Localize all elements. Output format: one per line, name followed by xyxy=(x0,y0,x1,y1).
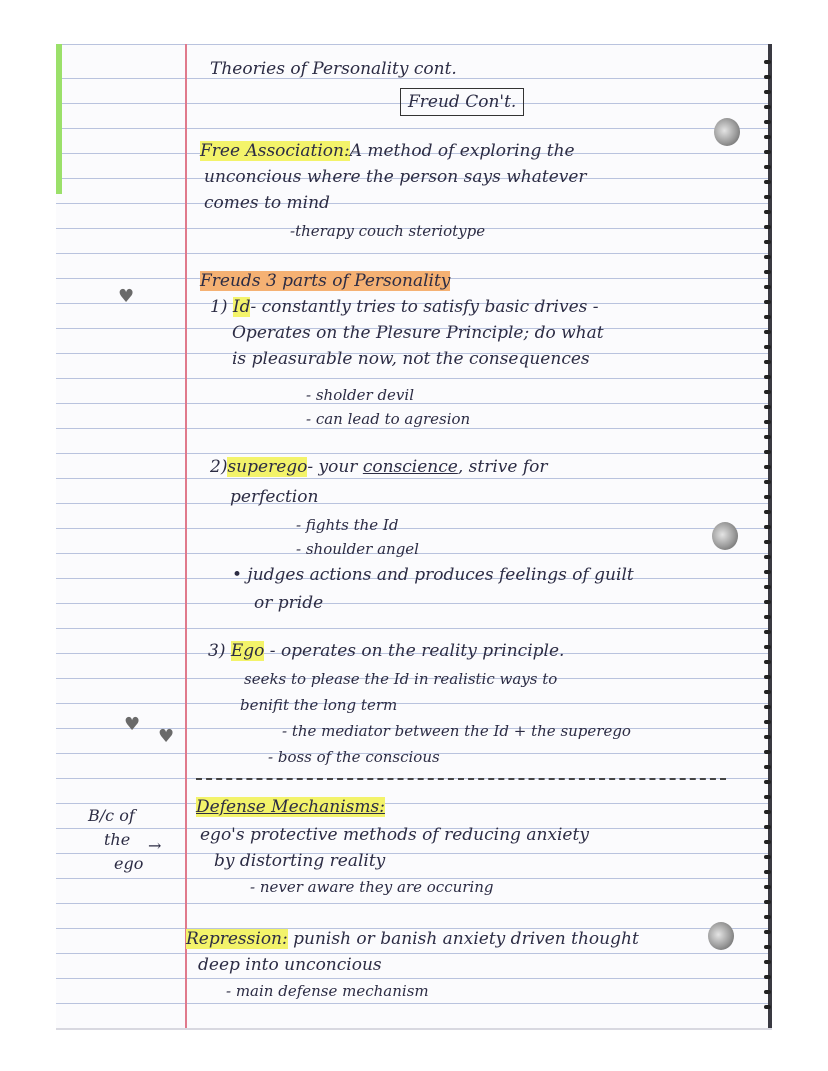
margin-note-line-2: the xyxy=(104,830,131,849)
spiral-coil xyxy=(764,990,771,994)
spiral-coil xyxy=(764,90,771,94)
spiral-coil xyxy=(764,525,771,529)
repression-line-1 xyxy=(186,928,639,950)
superego-term: superego xyxy=(227,457,308,477)
spiral-coil xyxy=(764,360,771,364)
repression-sub: - main defense mechanism xyxy=(226,982,429,1000)
parts-heading-text: Freuds 3 parts of Personality xyxy=(200,271,451,291)
spiral-coil xyxy=(764,540,771,544)
punch-hole-middle xyxy=(712,522,738,550)
spiral-coil xyxy=(764,105,771,109)
superego-line-2: perfection xyxy=(230,487,319,507)
spiral-coil xyxy=(764,900,771,904)
page-title: Theories of Personality cont. xyxy=(210,59,457,79)
spiral-coil xyxy=(764,690,771,694)
free-association-line-2: unconcious where the person says whatever xyxy=(204,167,587,187)
heart-icon: ♥ xyxy=(118,286,135,307)
spiral-coil xyxy=(764,975,771,979)
spiral-coil xyxy=(764,555,771,559)
punch-hole-bottom xyxy=(708,922,734,950)
spiral-coil xyxy=(764,720,771,724)
heart-icon: ♥ xyxy=(124,714,141,735)
spiral-coil xyxy=(764,405,771,409)
superego-def-c: , strive for xyxy=(457,457,548,477)
spiral-coil xyxy=(764,645,771,649)
defense-heading-text: Defense Mechanisms: xyxy=(196,797,385,817)
spiral-coil xyxy=(764,705,771,709)
superego-bullet-1: • judges actions and produces feelings of guilt xyxy=(232,565,634,585)
superego-sub-1: - fights the Id xyxy=(296,516,399,534)
id-definition-1: - constantly tries to satisfy basic drives - xyxy=(250,297,599,317)
margin-line xyxy=(185,44,187,1028)
spiral-coil xyxy=(764,150,771,154)
spiral-coil xyxy=(764,795,771,799)
id-term: Id xyxy=(232,297,251,317)
spiral-coil xyxy=(764,495,771,499)
spiral-coil xyxy=(764,825,771,829)
spiral-coil xyxy=(764,855,771,859)
spiral-coil xyxy=(764,615,771,619)
spiral-coil xyxy=(764,870,771,874)
spiral-coil xyxy=(764,270,771,274)
spiral-coil xyxy=(764,375,771,379)
spiral-coil xyxy=(764,945,771,949)
spiral-coil xyxy=(764,450,771,454)
id-line-1 xyxy=(210,296,599,318)
page-tab-marker xyxy=(56,44,62,194)
spiral-coil xyxy=(764,165,771,169)
spiral-coil xyxy=(764,915,771,919)
spiral-coil xyxy=(764,750,771,754)
parts-heading xyxy=(200,270,450,292)
ego-definition-1: - operates on the reality principle. xyxy=(269,641,565,661)
spiral-coil xyxy=(764,660,771,664)
spiral-coil xyxy=(764,75,771,79)
spiral-coil xyxy=(764,135,771,139)
repression-line-2: deep into unconcious xyxy=(198,955,382,975)
ego-term: Ego xyxy=(230,641,265,661)
spiral-coil xyxy=(764,345,771,349)
spiral-coil xyxy=(764,330,771,334)
superego-number: 2) xyxy=(210,457,228,477)
defense-sub: - never aware they are occuring xyxy=(250,878,494,896)
free-association-term: Free Association: xyxy=(200,141,350,161)
free-association-line-1 xyxy=(200,140,575,162)
spiral-coil xyxy=(764,120,771,124)
spiral-coil xyxy=(764,675,771,679)
id-line-3: is pleasurable now, not the consequences xyxy=(232,349,590,369)
spiral-coil xyxy=(764,60,771,64)
spiral-coil xyxy=(764,255,771,259)
spiral-coil xyxy=(764,570,771,574)
spiral-coil xyxy=(764,420,771,424)
spiral-coil xyxy=(764,285,771,289)
ego-line-2: seeks to please the Id in realistic ways to xyxy=(244,670,558,688)
spiral-coil xyxy=(764,765,771,769)
spiral-coil xyxy=(764,390,771,394)
ego-line-1 xyxy=(208,640,564,662)
defense-heading xyxy=(196,796,385,818)
spiral-coil xyxy=(764,840,771,844)
free-association-line-3: comes to mind xyxy=(204,193,330,213)
spiral-coil xyxy=(764,480,771,484)
spiral-coil xyxy=(764,960,771,964)
id-number: 1) xyxy=(210,297,228,317)
spiral-coil xyxy=(764,225,771,229)
spiral-coil xyxy=(764,810,771,814)
spiral-coil xyxy=(764,600,771,604)
spiral-coil xyxy=(764,300,771,304)
boxed-heading: Freud Con't. xyxy=(400,88,524,116)
spiral-coil xyxy=(764,630,771,634)
id-line-2: Operates on the Plesure Principle; do what xyxy=(232,323,604,343)
id-sub-2: - can lead to agresion xyxy=(306,410,471,428)
spiral-coil xyxy=(764,315,771,319)
superego-conscience: conscience xyxy=(362,457,458,477)
superego-bullet-2: or pride xyxy=(254,593,324,613)
heart-icon: ♥ xyxy=(158,726,175,747)
defense-line-2: by distorting reality xyxy=(214,851,386,871)
spiral-coil xyxy=(764,465,771,469)
ego-line-3: benifit the long term xyxy=(240,696,398,714)
spiral-coil xyxy=(764,585,771,589)
spiral-coil xyxy=(764,735,771,739)
spiral-coil xyxy=(764,240,771,244)
spiral-coil xyxy=(764,1005,771,1009)
spiral-coil xyxy=(764,510,771,514)
repression-definition-1: punish or banish anxiety driven thought xyxy=(287,929,639,949)
superego-def-a: - your xyxy=(307,457,363,477)
superego-sub-2: - shoulder angel xyxy=(296,540,419,558)
section-divider xyxy=(196,778,726,780)
spiral-coil xyxy=(764,180,771,184)
ego-sub-1: - the mediator between the Id + the superego xyxy=(282,722,631,740)
punch-hole-top xyxy=(714,118,740,146)
superego-line-1 xyxy=(210,456,547,478)
spiral-coil xyxy=(764,930,771,934)
arrow-icon: → xyxy=(148,836,162,855)
free-association-sub: -therapy couch steriotype xyxy=(290,222,486,240)
margin-note-line-3: ego xyxy=(114,854,144,873)
ego-number: 3) xyxy=(208,641,226,661)
margin-note-line-1: B/c of xyxy=(88,806,135,825)
spiral-coil xyxy=(764,195,771,199)
id-sub-1: - sholder devil xyxy=(306,386,414,404)
repression-term: Repression: xyxy=(186,929,288,949)
spiral-coil xyxy=(764,885,771,889)
free-association-definition-1: A method of exploring the xyxy=(349,141,575,161)
spiral-coil xyxy=(764,210,771,214)
defense-line-1: ego's protective methods of reducing anxiety xyxy=(200,825,589,845)
ego-sub-2: - boss of the conscious xyxy=(268,748,440,766)
spiral-coil xyxy=(764,435,771,439)
spiral-coil xyxy=(764,780,771,784)
